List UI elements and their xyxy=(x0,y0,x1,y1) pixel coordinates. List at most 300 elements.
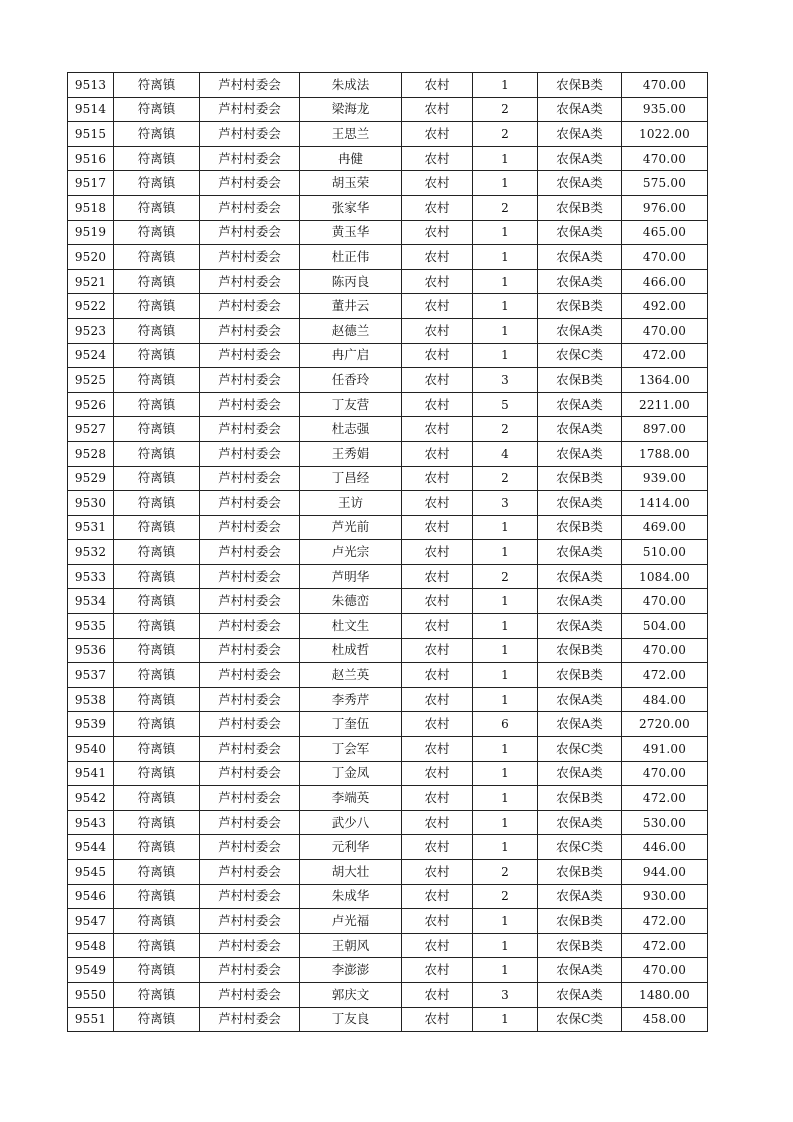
household-count-cell: 1 xyxy=(473,589,538,614)
insurance-category-cell: 农保B类 xyxy=(538,860,622,885)
village-committee-cell: 芦村村委会 xyxy=(200,884,300,909)
amount-cell: 472.00 xyxy=(622,343,708,368)
amount-cell: 469.00 xyxy=(622,515,708,540)
row-id-cell: 9529 xyxy=(68,466,114,491)
insurance-category-cell: 农保A类 xyxy=(538,810,622,835)
table-row xyxy=(68,466,708,491)
amount-cell: 466.00 xyxy=(622,269,708,294)
village-committee-cell: 芦村村委会 xyxy=(200,933,300,958)
village-committee-cell: 芦村村委会 xyxy=(200,982,300,1007)
amount-cell: 1022.00 xyxy=(622,122,708,147)
table-row xyxy=(68,761,708,786)
household-count-cell: 1 xyxy=(473,614,538,639)
row-id-cell: 9517 xyxy=(68,171,114,196)
name-cell: 杜正伟 xyxy=(300,245,402,270)
household-count-cell: 2 xyxy=(473,466,538,491)
table-row xyxy=(68,441,708,466)
area-type-cell: 农村 xyxy=(402,171,473,196)
village-committee-cell: 芦村村委会 xyxy=(200,958,300,983)
household-count-cell: 1 xyxy=(473,761,538,786)
name-cell: 王朝风 xyxy=(300,933,402,958)
town-cell: 符离镇 xyxy=(114,663,200,688)
town-cell: 符离镇 xyxy=(114,466,200,491)
household-count-cell: 3 xyxy=(473,982,538,1007)
area-type-cell: 农村 xyxy=(402,909,473,934)
area-type-cell: 农村 xyxy=(402,958,473,983)
town-cell: 符离镇 xyxy=(114,909,200,934)
amount-cell: 484.00 xyxy=(622,687,708,712)
table-row xyxy=(68,73,708,98)
area-type-cell: 农村 xyxy=(402,810,473,835)
town-cell: 符离镇 xyxy=(114,97,200,122)
name-cell: 李秀芹 xyxy=(300,687,402,712)
name-cell: 丁友营 xyxy=(300,392,402,417)
town-cell: 符离镇 xyxy=(114,835,200,860)
insurance-category-cell: 农保A类 xyxy=(538,171,622,196)
town-cell: 符离镇 xyxy=(114,195,200,220)
roster-table xyxy=(67,72,708,1032)
insurance-category-cell: 农保C类 xyxy=(538,835,622,860)
amount-cell: 470.00 xyxy=(622,146,708,171)
row-id-cell: 9546 xyxy=(68,884,114,909)
table-row xyxy=(68,1007,708,1032)
amount-cell: 935.00 xyxy=(622,97,708,122)
town-cell: 符离镇 xyxy=(114,589,200,614)
row-id-cell: 9544 xyxy=(68,835,114,860)
insurance-category-cell: 农保A类 xyxy=(538,884,622,909)
village-committee-cell: 芦村村委会 xyxy=(200,294,300,319)
table-row xyxy=(68,269,708,294)
household-count-cell: 1 xyxy=(473,269,538,294)
name-cell: 丁友良 xyxy=(300,1007,402,1032)
village-committee-cell: 芦村村委会 xyxy=(200,245,300,270)
row-id-cell: 9533 xyxy=(68,564,114,589)
name-cell: 王访 xyxy=(300,491,402,516)
table-row xyxy=(68,737,708,762)
name-cell: 胡大壮 xyxy=(300,860,402,885)
amount-cell: 1414.00 xyxy=(622,491,708,516)
amount-cell: 939.00 xyxy=(622,466,708,491)
table-row xyxy=(68,392,708,417)
village-committee-cell: 芦村村委会 xyxy=(200,97,300,122)
insurance-category-cell: 农保B类 xyxy=(538,909,622,934)
town-cell: 符离镇 xyxy=(114,712,200,737)
name-cell: 丁昌经 xyxy=(300,466,402,491)
area-type-cell: 农村 xyxy=(402,491,473,516)
village-committee-cell: 芦村村委会 xyxy=(200,343,300,368)
row-id-cell: 9535 xyxy=(68,614,114,639)
household-count-cell: 1 xyxy=(473,687,538,712)
town-cell: 符离镇 xyxy=(114,73,200,98)
village-committee-cell: 芦村村委会 xyxy=(200,73,300,98)
village-committee-cell: 芦村村委会 xyxy=(200,589,300,614)
row-id-cell: 9527 xyxy=(68,417,114,442)
village-committee-cell: 芦村村委会 xyxy=(200,614,300,639)
row-id-cell: 9540 xyxy=(68,737,114,762)
area-type-cell: 农村 xyxy=(402,860,473,885)
name-cell: 卢光宗 xyxy=(300,540,402,565)
name-cell: 朱德峦 xyxy=(300,589,402,614)
amount-cell: 472.00 xyxy=(622,786,708,811)
town-cell: 符离镇 xyxy=(114,540,200,565)
table-row xyxy=(68,220,708,245)
row-id-cell: 9519 xyxy=(68,220,114,245)
amount-cell: 472.00 xyxy=(622,663,708,688)
row-id-cell: 9532 xyxy=(68,540,114,565)
row-id-cell: 9545 xyxy=(68,860,114,885)
name-cell: 芦明华 xyxy=(300,564,402,589)
household-count-cell: 1 xyxy=(473,318,538,343)
row-id-cell: 9543 xyxy=(68,810,114,835)
village-committee-cell: 芦村村委会 xyxy=(200,122,300,147)
row-id-cell: 9549 xyxy=(68,958,114,983)
area-type-cell: 农村 xyxy=(402,737,473,762)
village-committee-cell: 芦村村委会 xyxy=(200,195,300,220)
area-type-cell: 农村 xyxy=(402,712,473,737)
amount-cell: 470.00 xyxy=(622,638,708,663)
household-count-cell: 1 xyxy=(473,515,538,540)
town-cell: 符离镇 xyxy=(114,417,200,442)
amount-cell: 575.00 xyxy=(622,171,708,196)
table-row xyxy=(68,884,708,909)
village-committee-cell: 芦村村委会 xyxy=(200,1007,300,1032)
household-count-cell: 2 xyxy=(473,884,538,909)
row-id-cell: 9518 xyxy=(68,195,114,220)
row-id-cell: 9548 xyxy=(68,933,114,958)
name-cell: 冉健 xyxy=(300,146,402,171)
village-committee-cell: 芦村村委会 xyxy=(200,810,300,835)
village-committee-cell: 芦村村委会 xyxy=(200,761,300,786)
insurance-category-cell: 农保B类 xyxy=(538,638,622,663)
row-id-cell: 9515 xyxy=(68,122,114,147)
name-cell: 卢光福 xyxy=(300,909,402,934)
name-cell: 朱成华 xyxy=(300,884,402,909)
town-cell: 符离镇 xyxy=(114,368,200,393)
village-committee-cell: 芦村村委会 xyxy=(200,441,300,466)
area-type-cell: 农村 xyxy=(402,417,473,442)
name-cell: 郭庆文 xyxy=(300,982,402,1007)
amount-cell: 2720.00 xyxy=(622,712,708,737)
town-cell: 符离镇 xyxy=(114,171,200,196)
amount-cell: 470.00 xyxy=(622,318,708,343)
table-row xyxy=(68,909,708,934)
village-committee-cell: 芦村村委会 xyxy=(200,491,300,516)
insurance-category-cell: 农保A类 xyxy=(538,589,622,614)
row-id-cell: 9520 xyxy=(68,245,114,270)
area-type-cell: 农村 xyxy=(402,687,473,712)
area-type-cell: 农村 xyxy=(402,564,473,589)
household-count-cell: 2 xyxy=(473,122,538,147)
household-count-cell: 1 xyxy=(473,663,538,688)
table-row xyxy=(68,786,708,811)
household-count-cell: 1 xyxy=(473,958,538,983)
town-cell: 符离镇 xyxy=(114,294,200,319)
name-cell: 杜志强 xyxy=(300,417,402,442)
name-cell: 董井云 xyxy=(300,294,402,319)
area-type-cell: 农村 xyxy=(402,761,473,786)
town-cell: 符离镇 xyxy=(114,810,200,835)
table-row xyxy=(68,368,708,393)
name-cell: 朱成法 xyxy=(300,73,402,98)
row-id-cell: 9521 xyxy=(68,269,114,294)
household-count-cell: 1 xyxy=(473,343,538,368)
amount-cell: 510.00 xyxy=(622,540,708,565)
insurance-category-cell: 农保A类 xyxy=(538,269,622,294)
table-row xyxy=(68,97,708,122)
town-cell: 符离镇 xyxy=(114,933,200,958)
name-cell: 王思兰 xyxy=(300,122,402,147)
table-row xyxy=(68,835,708,860)
village-committee-cell: 芦村村委会 xyxy=(200,638,300,663)
row-id-cell: 9542 xyxy=(68,786,114,811)
area-type-cell: 农村 xyxy=(402,294,473,319)
household-count-cell: 2 xyxy=(473,564,538,589)
household-count-cell: 1 xyxy=(473,786,538,811)
village-committee-cell: 芦村村委会 xyxy=(200,540,300,565)
insurance-category-cell: 农保A类 xyxy=(538,318,622,343)
village-committee-cell: 芦村村委会 xyxy=(200,737,300,762)
household-count-cell: 1 xyxy=(473,933,538,958)
table-row xyxy=(68,687,708,712)
area-type-cell: 农村 xyxy=(402,245,473,270)
insurance-category-cell: 农保B类 xyxy=(538,195,622,220)
name-cell: 胡玉荣 xyxy=(300,171,402,196)
name-cell: 杜成哲 xyxy=(300,638,402,663)
town-cell: 符离镇 xyxy=(114,860,200,885)
village-committee-cell: 芦村村委会 xyxy=(200,392,300,417)
table-row xyxy=(68,982,708,1007)
household-count-cell: 1 xyxy=(473,638,538,663)
table-row xyxy=(68,540,708,565)
amount-cell: 897.00 xyxy=(622,417,708,442)
village-committee-cell: 芦村村委会 xyxy=(200,909,300,934)
row-id-cell: 9551 xyxy=(68,1007,114,1032)
amount-cell: 944.00 xyxy=(622,860,708,885)
insurance-category-cell: 农保C类 xyxy=(538,737,622,762)
area-type-cell: 农村 xyxy=(402,269,473,294)
household-count-cell: 2 xyxy=(473,417,538,442)
area-type-cell: 农村 xyxy=(402,515,473,540)
area-type-cell: 农村 xyxy=(402,122,473,147)
town-cell: 符离镇 xyxy=(114,515,200,540)
household-count-cell: 1 xyxy=(473,294,538,319)
village-committee-cell: 芦村村委会 xyxy=(200,466,300,491)
name-cell: 冉广启 xyxy=(300,343,402,368)
table-row xyxy=(68,638,708,663)
amount-cell: 504.00 xyxy=(622,614,708,639)
table-row xyxy=(68,712,708,737)
table-row xyxy=(68,122,708,147)
household-count-cell: 2 xyxy=(473,860,538,885)
table-row xyxy=(68,958,708,983)
row-id-cell: 9537 xyxy=(68,663,114,688)
town-cell: 符离镇 xyxy=(114,687,200,712)
amount-cell: 1788.00 xyxy=(622,441,708,466)
village-committee-cell: 芦村村委会 xyxy=(200,146,300,171)
table-row xyxy=(68,171,708,196)
row-id-cell: 9539 xyxy=(68,712,114,737)
insurance-category-cell: 农保C类 xyxy=(538,343,622,368)
town-cell: 符离镇 xyxy=(114,737,200,762)
town-cell: 符离镇 xyxy=(114,761,200,786)
row-id-cell: 9524 xyxy=(68,343,114,368)
table-row xyxy=(68,294,708,319)
name-cell: 赵兰英 xyxy=(300,663,402,688)
insurance-category-cell: 农保A类 xyxy=(538,245,622,270)
town-cell: 符离镇 xyxy=(114,638,200,663)
table-row xyxy=(68,195,708,220)
table-row xyxy=(68,318,708,343)
town-cell: 符离镇 xyxy=(114,614,200,639)
insurance-category-cell: 农保A类 xyxy=(538,712,622,737)
insurance-category-cell: 农保B类 xyxy=(538,368,622,393)
insurance-category-cell: 农保A类 xyxy=(538,392,622,417)
name-cell: 丁会军 xyxy=(300,737,402,762)
town-cell: 符离镇 xyxy=(114,343,200,368)
town-cell: 符离镇 xyxy=(114,122,200,147)
name-cell: 武少八 xyxy=(300,810,402,835)
area-type-cell: 农村 xyxy=(402,589,473,614)
table-row xyxy=(68,564,708,589)
household-count-cell: 1 xyxy=(473,737,538,762)
table-row xyxy=(68,614,708,639)
table-row xyxy=(68,491,708,516)
village-committee-cell: 芦村村委会 xyxy=(200,786,300,811)
table-row xyxy=(68,245,708,270)
household-count-cell: 1 xyxy=(473,245,538,270)
amount-cell: 491.00 xyxy=(622,737,708,762)
village-committee-cell: 芦村村委会 xyxy=(200,269,300,294)
roster-body xyxy=(68,73,708,1032)
table-row xyxy=(68,589,708,614)
household-count-cell: 2 xyxy=(473,97,538,122)
area-type-cell: 农村 xyxy=(402,146,473,171)
name-cell: 任香玲 xyxy=(300,368,402,393)
town-cell: 符离镇 xyxy=(114,491,200,516)
household-count-cell: 1 xyxy=(473,171,538,196)
name-cell: 黄玉华 xyxy=(300,220,402,245)
row-id-cell: 9523 xyxy=(68,318,114,343)
insurance-category-cell: 农保A类 xyxy=(538,441,622,466)
area-type-cell: 农村 xyxy=(402,392,473,417)
table-row xyxy=(68,515,708,540)
town-cell: 符离镇 xyxy=(114,441,200,466)
insurance-category-cell: 农保A类 xyxy=(538,982,622,1007)
town-cell: 符离镇 xyxy=(114,884,200,909)
household-count-cell: 3 xyxy=(473,368,538,393)
insurance-category-cell: 农保B类 xyxy=(538,786,622,811)
row-id-cell: 9536 xyxy=(68,638,114,663)
area-type-cell: 农村 xyxy=(402,835,473,860)
amount-cell: 470.00 xyxy=(622,761,708,786)
insurance-category-cell: 农保A类 xyxy=(538,958,622,983)
town-cell: 符离镇 xyxy=(114,318,200,343)
table-row xyxy=(68,417,708,442)
name-cell: 张家华 xyxy=(300,195,402,220)
table-row xyxy=(68,860,708,885)
area-type-cell: 农村 xyxy=(402,73,473,98)
household-count-cell: 3 xyxy=(473,491,538,516)
amount-cell: 2211.00 xyxy=(622,392,708,417)
row-id-cell: 9550 xyxy=(68,982,114,1007)
insurance-category-cell: 农保B类 xyxy=(538,663,622,688)
table-row xyxy=(68,810,708,835)
town-cell: 符离镇 xyxy=(114,982,200,1007)
insurance-category-cell: 农保A类 xyxy=(538,540,622,565)
town-cell: 符离镇 xyxy=(114,786,200,811)
household-count-cell: 1 xyxy=(473,810,538,835)
insurance-category-cell: 农保A类 xyxy=(538,417,622,442)
row-id-cell: 9538 xyxy=(68,687,114,712)
insurance-category-cell: 农保B类 xyxy=(538,466,622,491)
row-id-cell: 9522 xyxy=(68,294,114,319)
name-cell: 杜文生 xyxy=(300,614,402,639)
amount-cell: 470.00 xyxy=(622,958,708,983)
area-type-cell: 农村 xyxy=(402,884,473,909)
amount-cell: 1480.00 xyxy=(622,982,708,1007)
table-row xyxy=(68,343,708,368)
town-cell: 符离镇 xyxy=(114,146,200,171)
name-cell: 芦光前 xyxy=(300,515,402,540)
table-row xyxy=(68,933,708,958)
area-type-cell: 农村 xyxy=(402,195,473,220)
insurance-category-cell: 农保A类 xyxy=(538,122,622,147)
name-cell: 丁奎伍 xyxy=(300,712,402,737)
village-committee-cell: 芦村村委会 xyxy=(200,515,300,540)
insurance-category-cell: 农保A类 xyxy=(538,564,622,589)
amount-cell: 492.00 xyxy=(622,294,708,319)
row-id-cell: 9525 xyxy=(68,368,114,393)
town-cell: 符离镇 xyxy=(114,220,200,245)
insurance-category-cell: 农保B类 xyxy=(538,73,622,98)
name-cell: 梁海龙 xyxy=(300,97,402,122)
insurance-category-cell: 农保B类 xyxy=(538,294,622,319)
amount-cell: 1364.00 xyxy=(622,368,708,393)
name-cell: 李端英 xyxy=(300,786,402,811)
area-type-cell: 农村 xyxy=(402,1007,473,1032)
insurance-category-cell: 农保A类 xyxy=(538,146,622,171)
row-id-cell: 9528 xyxy=(68,441,114,466)
area-type-cell: 农村 xyxy=(402,614,473,639)
insurance-category-cell: 农保A类 xyxy=(538,614,622,639)
row-id-cell: 9516 xyxy=(68,146,114,171)
household-count-cell: 1 xyxy=(473,1007,538,1032)
village-committee-cell: 芦村村委会 xyxy=(200,318,300,343)
name-cell: 陈丙良 xyxy=(300,269,402,294)
row-id-cell: 9514 xyxy=(68,97,114,122)
row-id-cell: 9530 xyxy=(68,491,114,516)
name-cell: 王秀娟 xyxy=(300,441,402,466)
area-type-cell: 农村 xyxy=(402,540,473,565)
name-cell: 丁金凤 xyxy=(300,761,402,786)
area-type-cell: 农村 xyxy=(402,933,473,958)
table-row xyxy=(68,146,708,171)
area-type-cell: 农村 xyxy=(402,786,473,811)
amount-cell: 446.00 xyxy=(622,835,708,860)
household-count-cell: 1 xyxy=(473,146,538,171)
insurance-category-cell: 农保A类 xyxy=(538,220,622,245)
row-id-cell: 9534 xyxy=(68,589,114,614)
row-id-cell: 9526 xyxy=(68,392,114,417)
amount-cell: 465.00 xyxy=(622,220,708,245)
amount-cell: 458.00 xyxy=(622,1007,708,1032)
household-count-cell: 1 xyxy=(473,73,538,98)
amount-cell: 470.00 xyxy=(622,73,708,98)
row-id-cell: 9531 xyxy=(68,515,114,540)
town-cell: 符离镇 xyxy=(114,958,200,983)
household-count-cell: 1 xyxy=(473,220,538,245)
village-committee-cell: 芦村村委会 xyxy=(200,687,300,712)
